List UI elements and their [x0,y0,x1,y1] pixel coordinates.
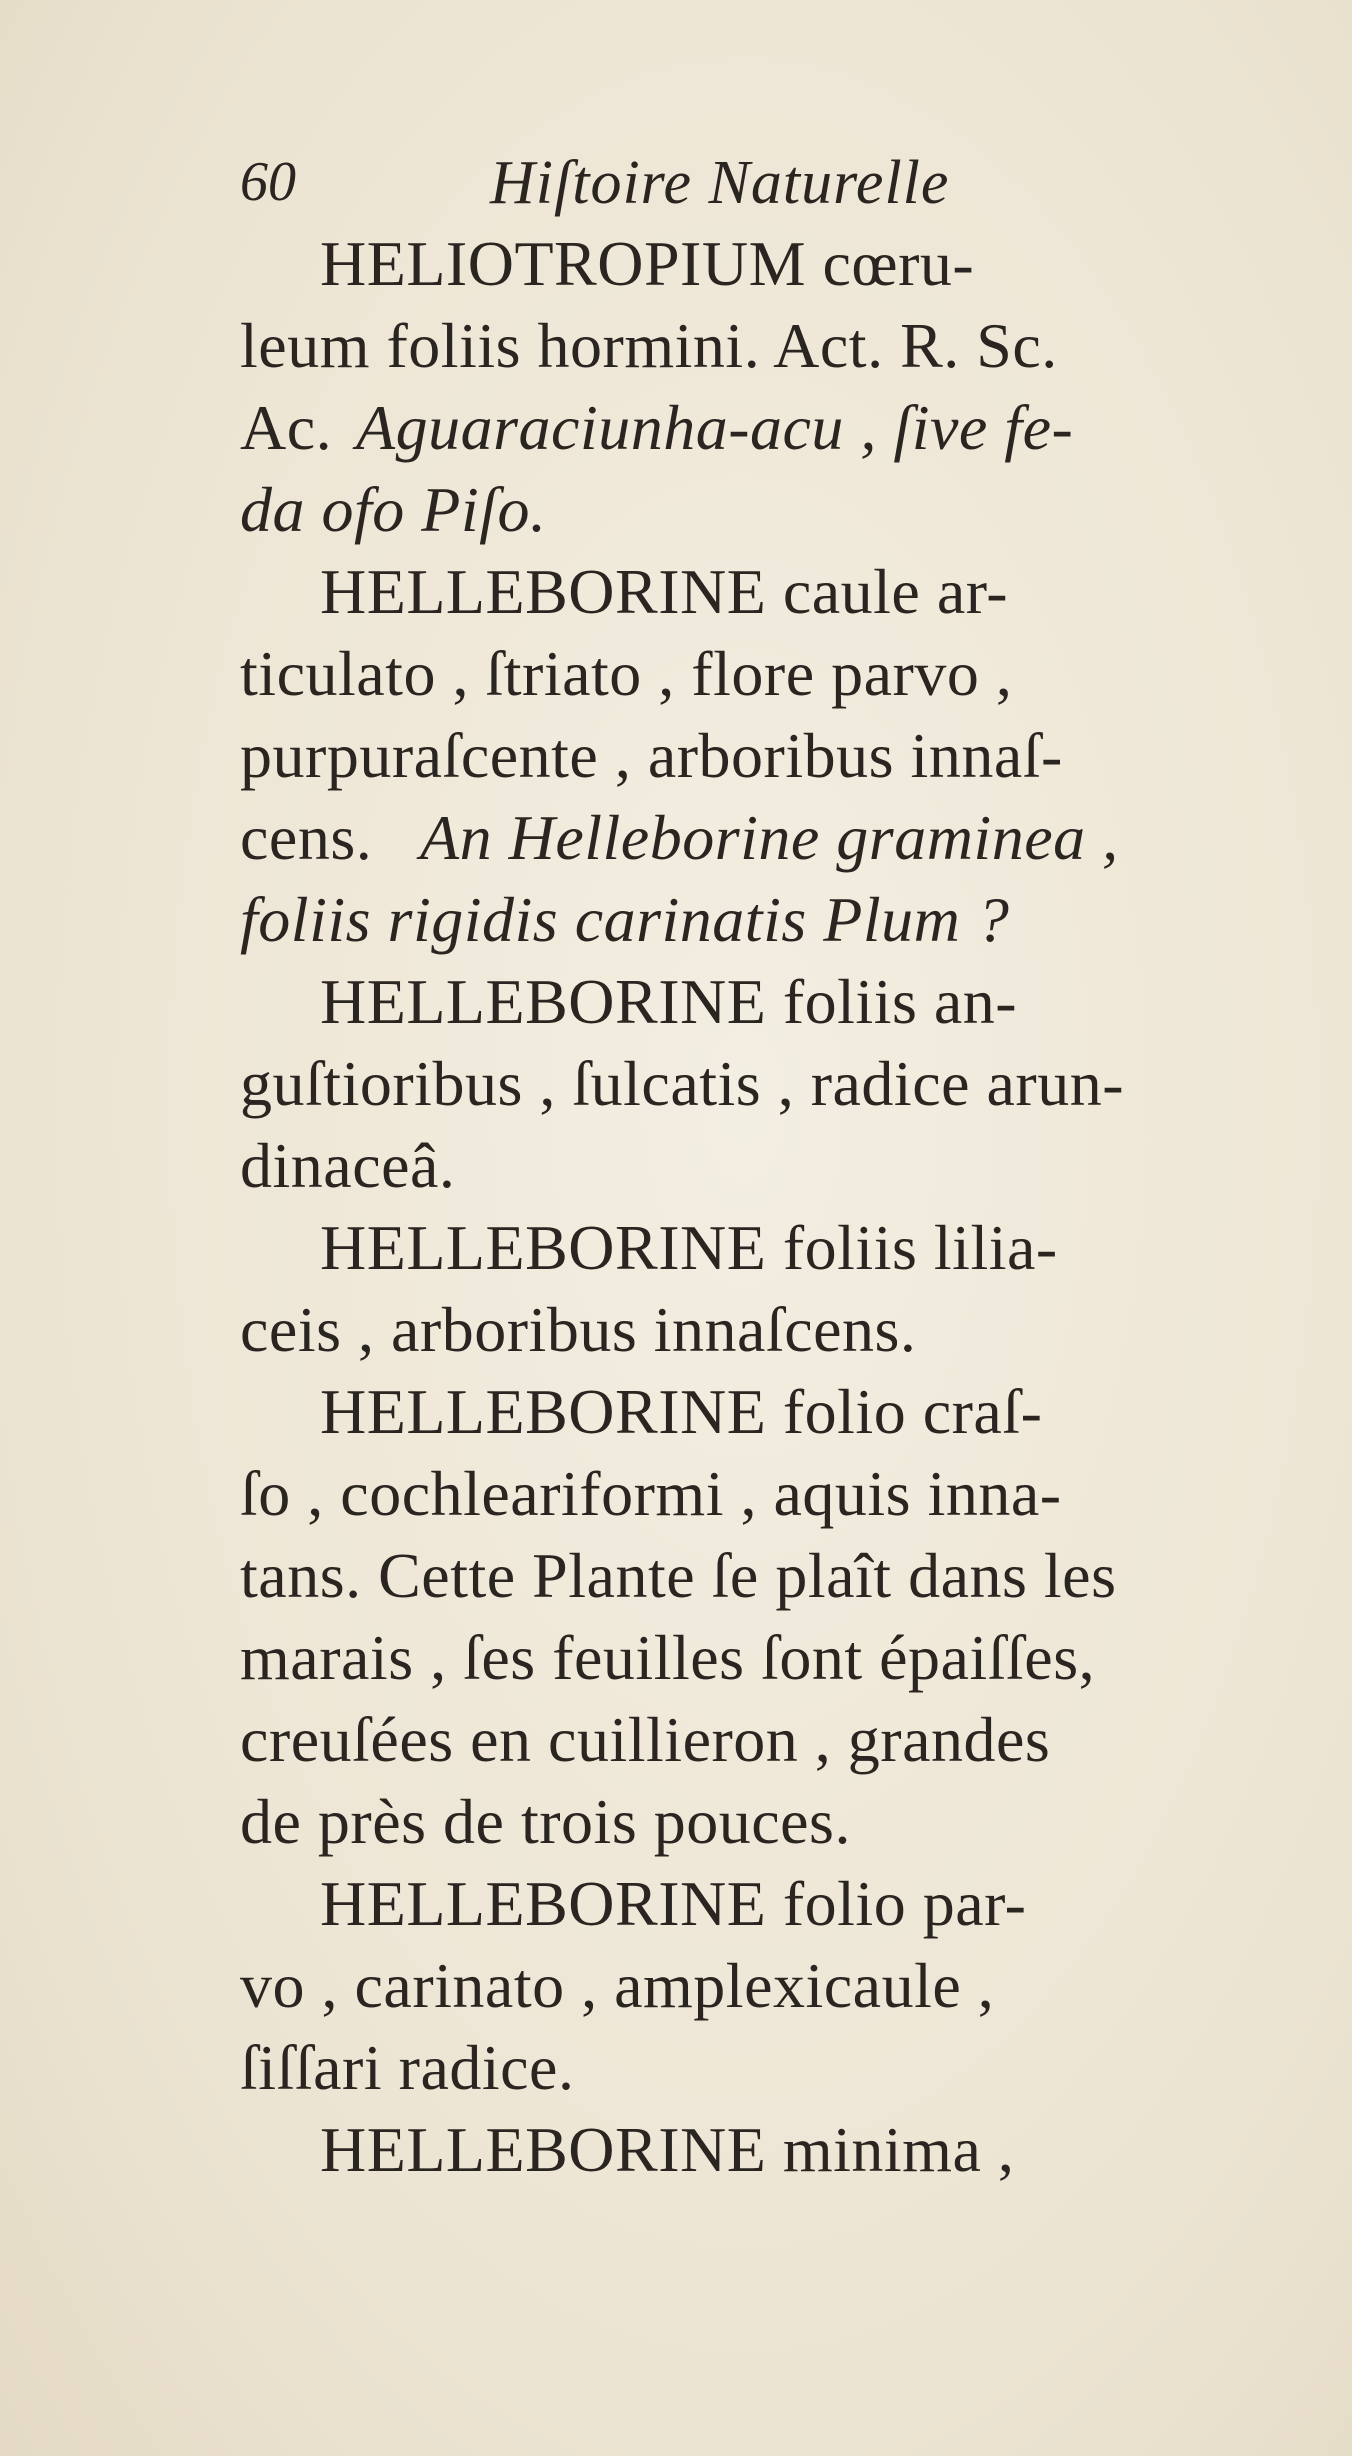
text-line: tans. Cette Plante ſe plaît dans les [240,1540,1117,1611]
text-line: marais , ſes feuilles ſont épaiſſes, [240,1622,1096,1693]
text-line: leum foliis hormini. Act. R. Sc. [240,310,1058,381]
text-line: ſo , cochleariformi , aquis inna- [240,1458,1062,1529]
text-line: ceis , arboribus innaſcens. [240,1294,917,1365]
text-line: ſiſſari radice. [240,2032,575,2103]
text-line: HELLEBORINE caule ar- [320,556,1009,627]
text-line: HELLEBORINE foliis lilia- [320,1212,1058,1283]
text-line: Ac. [240,392,333,463]
text-line-italic: da ofo Piſo. [240,474,547,545]
running-title: Hiſtoire Naturelle [490,149,950,217]
text-line: vo , carinato , amplexicaule , [240,1950,995,2021]
text-line: dinaceâ. [240,1130,456,1201]
text-line: cens. [240,802,373,873]
text-line: HELLEBORINE foliis an- [320,966,1018,1037]
text-line: de près de trois pouces. [240,1786,851,1857]
text-line: creuſées en cuillieron , grandes [240,1704,1051,1775]
text-line-italic: An Helleborine graminea , [420,802,1119,873]
page-number: 60 [240,151,296,213]
text-line: HELLEBORINE folio par- [320,1868,1027,1939]
text-line: guſtioribus , ſulcatis , radice arun- [240,1048,1125,1119]
text-line: ticulato , ſtriato , flore parvo , [240,638,1013,709]
text-line: HELIOTROPIUM cœru- [320,228,975,299]
text-line: HELLEBORINE minima , [320,2114,1015,2185]
text-line-italic: Aguaraciunha-acu , ſive fe- [356,392,1074,463]
text-line: HELLEBORINE folio craſ- [320,1376,1043,1447]
text-line-italic: foliis rigidis carinatis Plum ? [240,884,1010,955]
text-line: purpuraſcente , arboribus innaſ- [240,720,1063,791]
